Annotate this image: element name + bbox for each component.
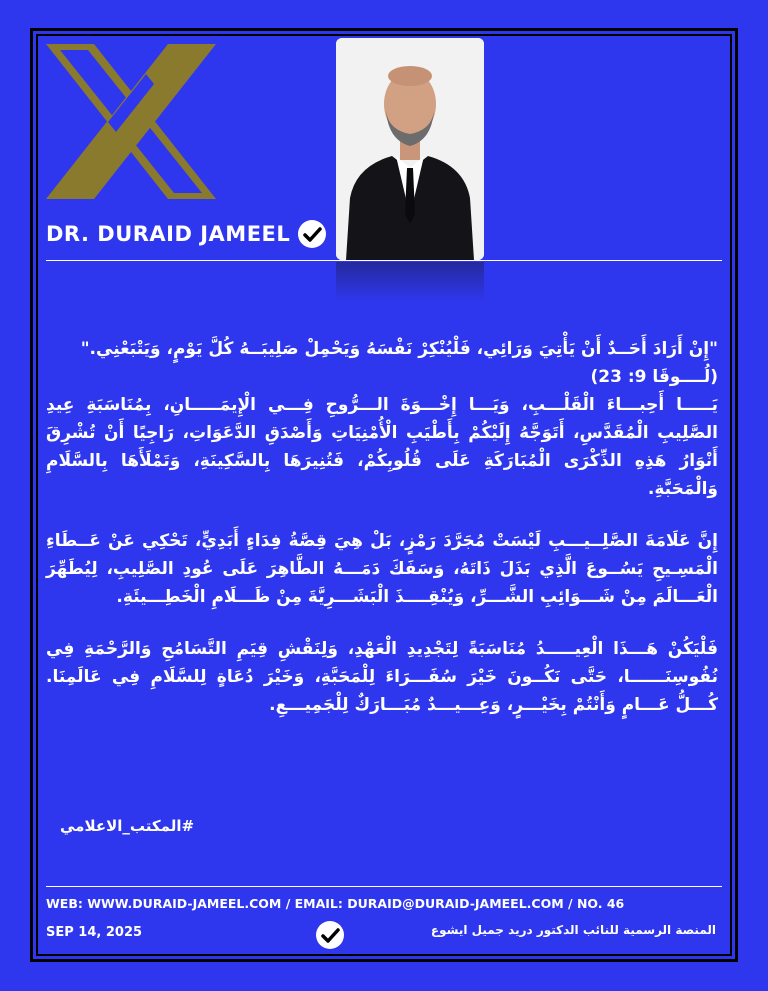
x-logo-icon [46, 44, 216, 199]
paragraph-2: إِنَّ عَلَامَةَ الصَّلِــيـــبِ لَيْسَتْ مُجَرَّدَ رَمْزٍ، بَلْ هِيَ قِصَّةُ فِدَاءٍ أَبَدِيٍّ، تَحْكِي عَنْ عَــطَاءِ الْمَسِـيحِ يَسُــوعَ الَّذِي بَذَلَ ذَاتَهُ، وَسَفَكَ دَمَـــهُ الطَّاهِرَ عَلَى عُودِ الصَّلِيبِ، لِيُطَهِّرَ الْعَـــالَمَ مِنْ شَـــوَائِبِ الشَّـــرِّ، وَيُنْقِــــذَ الْبَشَـــرِيَّةَ مِنْ ظَـــلَامِ الْخَطِـــيئَةِ. [46, 531, 718, 607]
header-divider [46, 260, 722, 261]
footer-divider [46, 886, 722, 887]
name-text: DR. DURAID JAMEEL [46, 222, 291, 246]
footer-platform: المنصة الرسمية للنائب الدكتور دريد جميل ايشوع [430, 923, 716, 937]
portrait-reflection [336, 262, 484, 302]
footer-contact: WEB: WWW.DURAID-JAMEEL.COM / EMAIL: DURAID@DURAID-JAMEEL.COM / NO. 46 [46, 896, 625, 911]
person-silhouette-icon [336, 38, 484, 260]
media-office-hashtag: #المكتب_الاعلامي [60, 817, 195, 835]
paragraph-3: فَلْيَكُنْ هَـــذَا الْعِيـــــدُ مُنَاسَبَةً لِتَجْدِيدِ الْعَهْدِ، وَلِنَقْشِ قِيَمِ التَّسَامُحِ وَالرَّحْمَةِ فِي نُفُوسِنَــــــا، حَتَّى نَكُــونَ خَيْرَ سُفَـــرَاءَ لِلْمَحَبَّةِ، وَخَيْرَ دُعَاةٍ لِلسَّلَامِ فِي عَالَمِنَا. كُـــلُّ عَـــامٍ وَأَنْتُمْ بِخَيْـــرٍ، وَعِـــيـــدٌ مُبَـــارَكٌ لِلْجَمِيـــعِ. [46, 639, 718, 715]
bible-quote: "إِنْ أَرَادَ أَحَــدٌ أَنْ يَأْتِيَ وَرَائِي، فَلْيُنْكِرْ نَفْسَهُ وَيَحْمِلْ صَلِيبَــهُ كُلَّ يَوْمٍ، وَيَتْبَعْنِي." [80, 339, 718, 359]
footer-date: SEP 14, 2025 [46, 925, 143, 940]
paragraph-gap [46, 503, 718, 527]
paragraph-gap [46, 611, 718, 635]
verified-check-icon [316, 921, 344, 949]
paragraph-1: يَـــــا أَحِبـــاءَ الْقَلْـــبِ، وَيَـــا إِخْـــوَةَ الـــرُّوحِ فِـــي الْإِيمَـــــانِ، بِمُنَاسَبَةِ عِيدِ الصَّلِيبِ الْمُقَدَّسِ، أَتَوَجَّهُ إِلَيْكُمْ بِأَطْيَبِ الْأُمْنِيَاتِ وَأَصْدَقِ الدَّعَوَاتِ، رَاجِيًا أَنْ تُشْرِقَ أَنْوَارُ هَذِهِ الذِّكْرَى الْمُبَارَكَةِ عَلَى قُلُوبِكُمْ، فَتُنِيرَهَا بِالسَّكِينَةِ، وَتَمْلَأَهَا بِالسَّلَامِ وَالْمَحَبَّةِ. [46, 395, 718, 499]
header-name [46, 220, 326, 248]
portrait-photo [336, 38, 484, 260]
bible-reference: (لُــــوقَا 9: 23) [590, 367, 718, 387]
message-body [46, 335, 718, 719]
verified-check-icon [298, 220, 326, 248]
